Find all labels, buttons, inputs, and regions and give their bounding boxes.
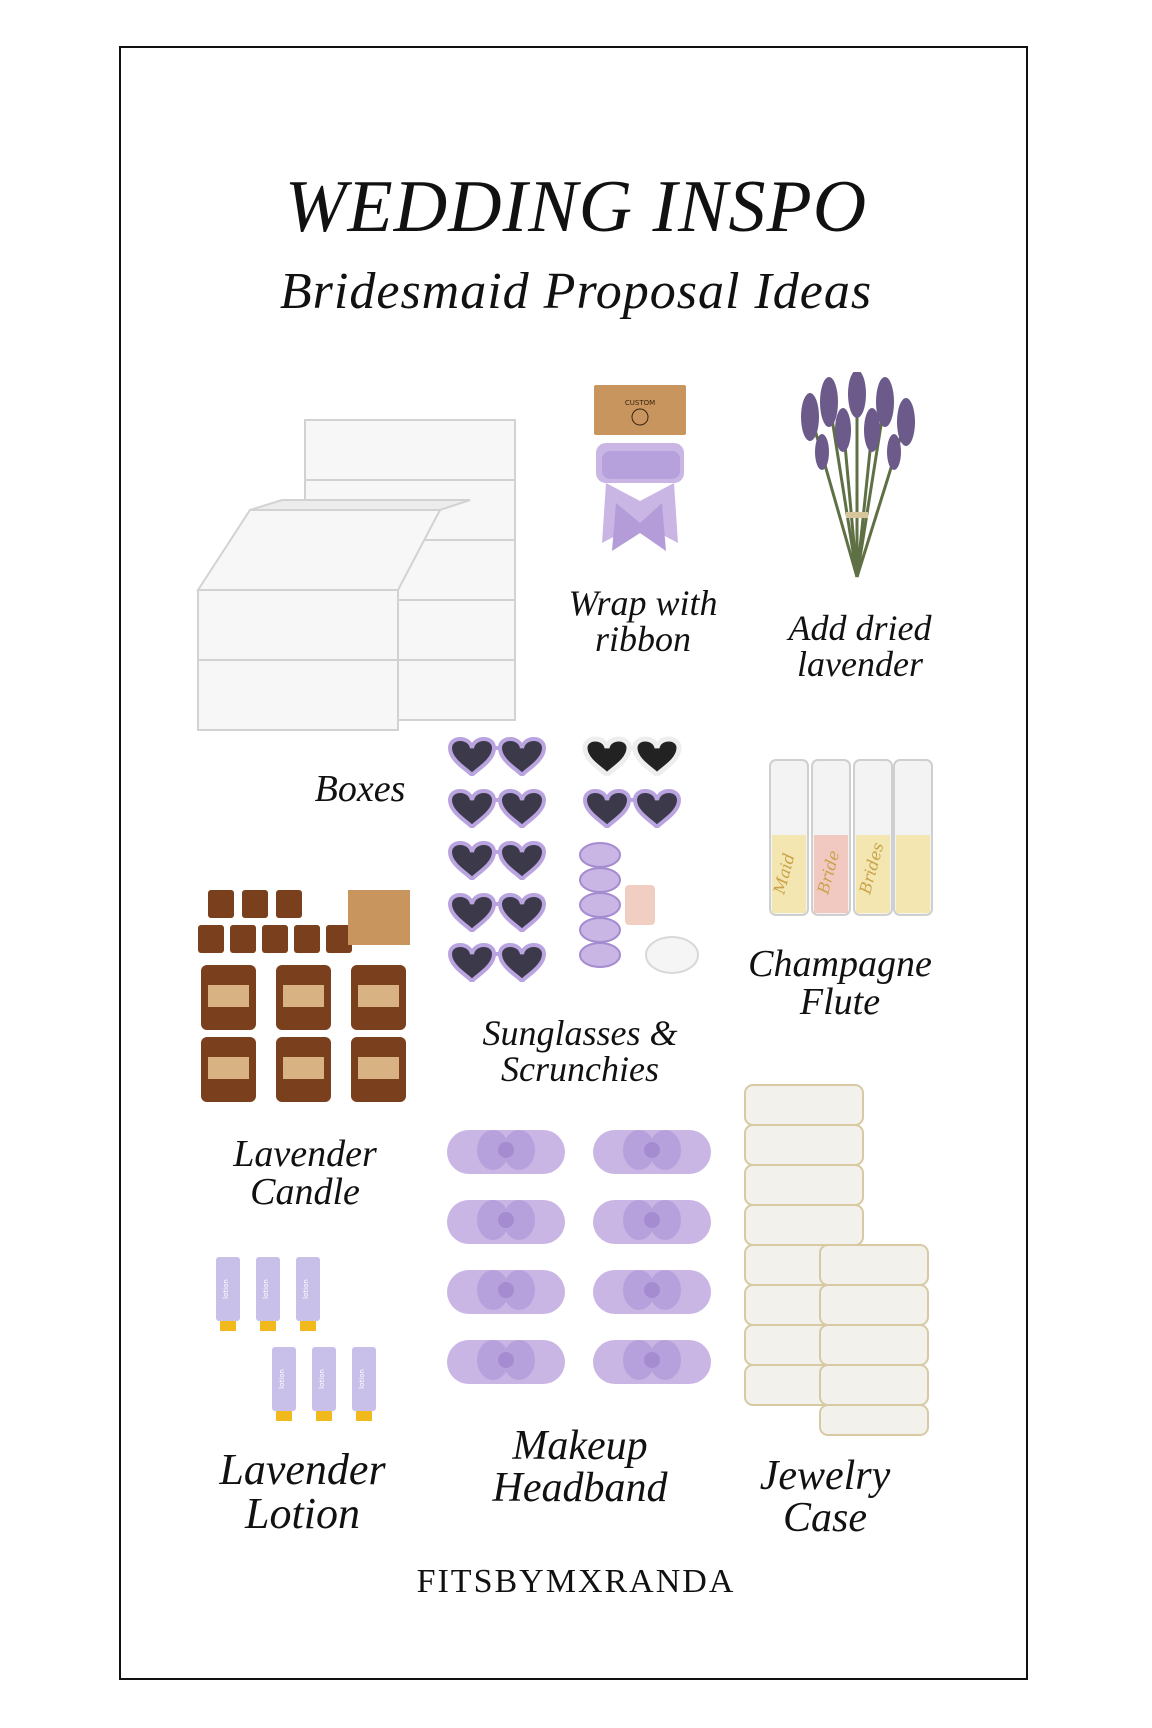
- heart-sunglasses-icon: [440, 730, 710, 990]
- gift-boxes-icon: [190, 405, 530, 745]
- champagne-label: Champagne Flute: [748, 943, 932, 1023]
- lavender-bouquet-icon: [782, 372, 932, 582]
- jewelry-case-icon: [740, 1080, 940, 1440]
- svg-text:Maid: Maid: [769, 851, 799, 897]
- champagne-flute-icon: [760, 755, 940, 925]
- jewelry-label: Jewelry Case: [759, 1453, 891, 1541]
- page-title: WEDDING INSPO: [284, 166, 868, 248]
- candle-jar-icon: [196, 885, 416, 1105]
- boxes-label: Boxes: [314, 768, 406, 810]
- svg-text:Brides: Brides: [855, 840, 888, 897]
- sunglasses-label: Sunglasses & Scrunchies: [482, 1013, 678, 1089]
- brand-footer: FITSBYMXRANDA: [416, 1563, 736, 1600]
- lotion-tube-icon: [210, 1255, 390, 1425]
- svg-text:CUSTOM: CUSTOM: [624, 399, 656, 407]
- ribbon-label: Wrap with ribbon: [568, 583, 718, 659]
- lavender-label: Add dried lavender: [788, 608, 932, 684]
- headband-label: Makeup Headband: [492, 1423, 668, 1511]
- page-subtitle: Bridesmaid Proposal Ideas: [279, 263, 873, 320]
- ribbon-icon: [586, 383, 692, 553]
- headband-icon: [445, 1120, 715, 1400]
- svg-text:Bride: Bride: [813, 848, 844, 897]
- lotion-label: Lavender Lotion: [219, 1445, 386, 1538]
- candle-label: Lavender Candle: [233, 1133, 377, 1213]
